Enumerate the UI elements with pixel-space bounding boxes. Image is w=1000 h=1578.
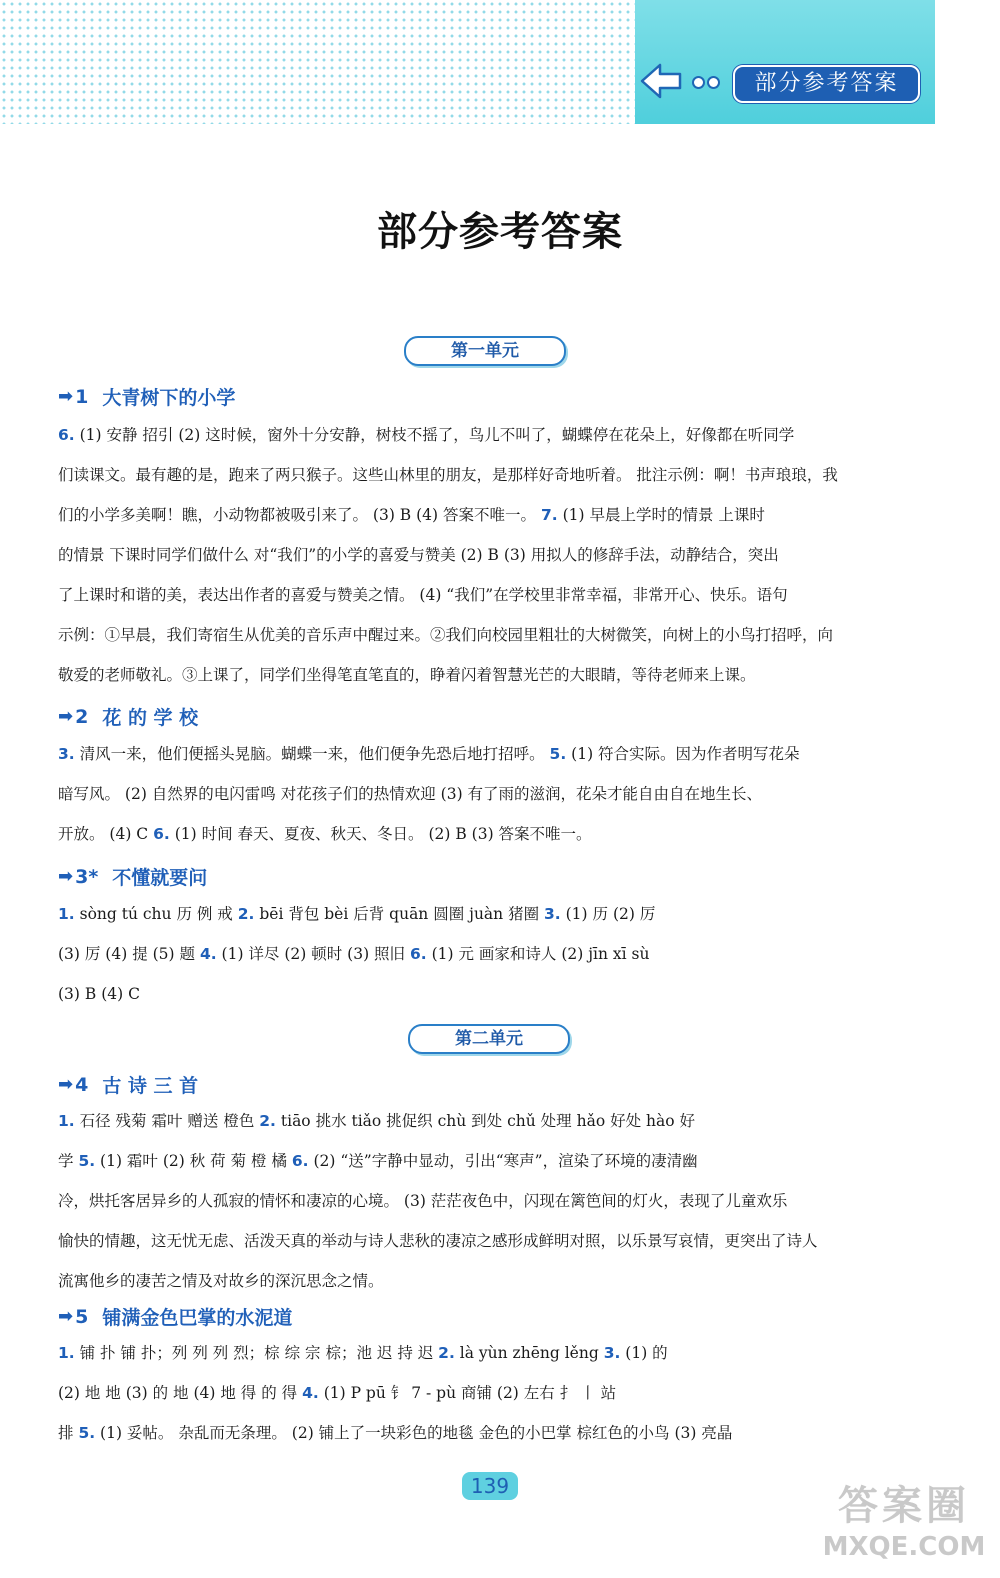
back-arrow-icon: [640, 62, 682, 100]
answer-line: [58, 1141, 918, 1181]
answer-text: (2) “送”字静中显动，引出“寒声”，渲染了环境的凄清幽: [308, 1152, 698, 1170]
arrow-icon: ➡: [58, 386, 74, 407]
watermark-logo: [818, 1482, 990, 1572]
answer-text: (1) 时间 春天、夏夜、秋天、冬日。 (2) B (3) 答案不唯一。: [169, 825, 592, 843]
question-number: 2.: [438, 1344, 455, 1362]
question-number: 1.: [58, 1112, 75, 1130]
answer-text: sòng tú chu 历 例 戒: [74, 905, 238, 923]
answer-text: 了上课时和谐的美，表达出作者的喜爱与赞美之情。 (4) “我们”在学校里非常幸福，非常开心、快乐。语句: [58, 586, 788, 604]
section-title: 铺满金色巴掌的水泥道: [102, 1307, 293, 1329]
answer-text: 开放。 (4) C: [58, 825, 154, 843]
watermark-url: MXQE.COM: [822, 1532, 986, 1562]
section-title: 不懂就要问: [112, 867, 208, 889]
watermark-text: 答案圈: [838, 1483, 970, 1529]
unit-badge: 第二单元: [408, 1024, 570, 1054]
answer-line: [58, 894, 918, 934]
answer-line: [58, 415, 918, 455]
answer-line: [58, 974, 918, 1014]
answer-line: [58, 575, 918, 615]
answer-line: [58, 1333, 918, 1373]
section-heading: [58, 863, 207, 890]
question-number: 4.: [302, 1384, 319, 1402]
answer-text: (2) 地 地 (3) 的 地 (4) 地 得 的 得: [58, 1384, 303, 1402]
header-dot-icon: [707, 76, 720, 89]
answer-text: 愉快的情趣，这无忧无虑、活泼天真的举动与诗人悲秋的凄凉之感形成鲜明对照，以乐景写哀情，更突出了诗人: [58, 1232, 818, 1250]
section-number: 2: [75, 705, 89, 728]
answer-line: [58, 734, 918, 774]
answer-text: 铺 扑 铺 扑；列 列 列 烈；棕 综 宗 棕；池 迟 持 迟: [74, 1344, 439, 1362]
answer-paragraph: [58, 734, 918, 854]
answer-line: [58, 495, 918, 535]
arrow-icon: ➡: [58, 866, 74, 887]
answer-line: [58, 455, 918, 495]
answer-text: (1) 历 (2) 厉: [560, 905, 656, 923]
question-number: 3.: [544, 905, 561, 923]
answer-line: [58, 814, 918, 854]
section-title: 古 诗 三 首: [102, 1075, 199, 1097]
question-number: 6.: [291, 1152, 309, 1170]
answer-line: [58, 1413, 918, 1453]
answer-text: tiāo 挑水 tiǎo 挑促织 chù 到处 chǔ 处理 hǎo 好处 hào 好: [275, 1112, 695, 1130]
arrow-icon: ➡: [58, 1306, 74, 1327]
answer-text: (1) P pū 钅 7 - pù 商铺 (2) 左右 扌 丨 站: [318, 1384, 617, 1402]
answer-line: [58, 615, 918, 655]
section-title: 花 的 学 校: [102, 707, 199, 729]
header-dot-icon: [692, 76, 705, 89]
answer-text: (1) 霜叶 (2) 秋 荷 菊 橙 橘: [95, 1152, 292, 1170]
question-number: 4.: [199, 945, 217, 963]
question-number: 1.: [58, 905, 75, 923]
question-number: 2.: [237, 905, 255, 923]
section-number: 1: [75, 385, 89, 408]
answer-text: 排: [58, 1424, 79, 1442]
page-title: 部分参考答案: [377, 208, 623, 255]
question-number: 6.: [153, 825, 170, 843]
section-number: 3*: [75, 865, 99, 888]
arrow-icon: ➡: [58, 706, 74, 727]
answer-text: (1) 安静 招引 (2) 这时候，窗外十分安静，树枝不摇了，鸟儿不叫了，蝴蝶停在花朵上，好像都在听同学: [74, 426, 795, 444]
answer-text: (1) 元 画家和诗人 (2) jīn xī sù: [426, 945, 650, 963]
question-number: 2.: [259, 1112, 276, 1130]
answer-line: [58, 1221, 918, 1261]
question-number: 3.: [58, 745, 75, 763]
page-number: 139: [462, 1472, 518, 1500]
answer-paragraph: [58, 1101, 918, 1301]
question-number: 3.: [603, 1344, 621, 1362]
answer-line: [58, 535, 918, 575]
question-number: 6.: [409, 945, 427, 963]
answer-line: [58, 1261, 918, 1301]
answer-line: [58, 774, 918, 814]
answer-paragraph: [58, 1333, 918, 1453]
answer-text: là yùn zhēng lěng: [454, 1344, 604, 1362]
question-number: 5.: [549, 745, 567, 763]
section-heading: [58, 1303, 292, 1330]
header-dot-pattern: [0, 0, 640, 124]
answer-text: 暗写风。 (2) 自然界的电闪雷鸣 对花孩子们的热情欢迎 (3) 有了雨的滋润，花朵才能自由自在地生长、: [58, 785, 763, 803]
answer-text: 流寓他乡的凄苦之情及对故乡的深沉思念之情。: [58, 1272, 384, 1290]
answer-text: 清风一来，他们便摇头晃脑。蝴蝶一来，他们便争先恐后地打招呼。: [74, 745, 550, 763]
arrow-icon: ➡: [58, 1074, 74, 1095]
answer-text: (1) 妥帖。 杂乱而无条理。 (2) 铺上了一块彩色的地毯 金色的小巴掌 棕红色的小鸟 (3) 亮晶: [95, 1424, 733, 1442]
answer-text: (1) 的: [620, 1344, 668, 1362]
question-number: 7.: [540, 506, 558, 524]
answer-line: [58, 1101, 918, 1141]
answer-text: 敬爱的老师敬礼。③上课了，同学们坐得笔直笔直的，睁着闪着智慧光芒的大眼睛，等待老师来上课。: [58, 666, 756, 684]
answer-text: 示例：①早晨，我们寄宿生从优美的音乐声中醒过来。②我们向校园里粗壮的大树微笑，向树上的小鸟打招呼，向: [58, 626, 834, 644]
section-number: 5: [75, 1305, 89, 1328]
answer-text: 的情景 下课时同学们做什么 对“我们”的小学的喜爱与赞美 (2) B (3) 用拟人的修辞手法，动静结合，突出: [58, 546, 779, 564]
answer-text: 石径 残菊 霜叶 赠送 橙色: [74, 1112, 260, 1130]
answer-line: [58, 934, 918, 974]
answer-paragraph: [58, 415, 918, 695]
question-number: 5.: [78, 1152, 96, 1170]
answer-text: bēi 背包 bèi 后背 quān 圆圈 juàn 猪圈: [254, 905, 545, 923]
question-number: 1.: [58, 1344, 75, 1362]
question-number: 6.: [58, 426, 75, 444]
answer-text: (3) B (4) C: [58, 985, 140, 1003]
answer-line: [58, 1181, 918, 1221]
question-number: 5.: [78, 1424, 96, 1442]
answer-line: [58, 655, 918, 695]
unit-badge: 第一单元: [404, 336, 566, 366]
answer-text: (1) 符合实际。因为作者明写花朵: [566, 745, 800, 763]
answer-text: 冷，烘托客居异乡的人孤寂的情怀和凄凉的心境。 (3) 茫茫夜色中，闪现在篱笆间的灯火，表现了儿童欢乐: [58, 1192, 788, 1210]
answer-text: (3) 厉 (4) 提 (5) 题: [58, 945, 200, 963]
section-heading: [58, 383, 235, 410]
section-heading: [58, 1071, 198, 1098]
answer-text: (1) 详尽 (2) 顿时 (3) 照旧: [216, 945, 410, 963]
header-badge: 部分参考答案: [733, 65, 920, 103]
answer-paragraph: [58, 894, 918, 1014]
answer-text: 们读课文。最有趣的是，跑来了两只猴子。这些山林里的朋友，是那样好奇地听着。 批注示例：啊！书声琅琅，我: [58, 466, 838, 484]
answer-text: (1) 早晨上学时的情景 上课时: [557, 506, 765, 524]
answer-line: [58, 1373, 918, 1413]
answer-text: 们的小学多美啊！瞧，小动物都被吸引来了。 (3) B (4) 答案不唯一。: [58, 506, 541, 524]
section-heading: [58, 703, 198, 730]
answer-text: 学: [58, 1152, 79, 1170]
section-title: 大青树下的小学: [102, 387, 236, 409]
section-number: 4: [75, 1073, 89, 1096]
